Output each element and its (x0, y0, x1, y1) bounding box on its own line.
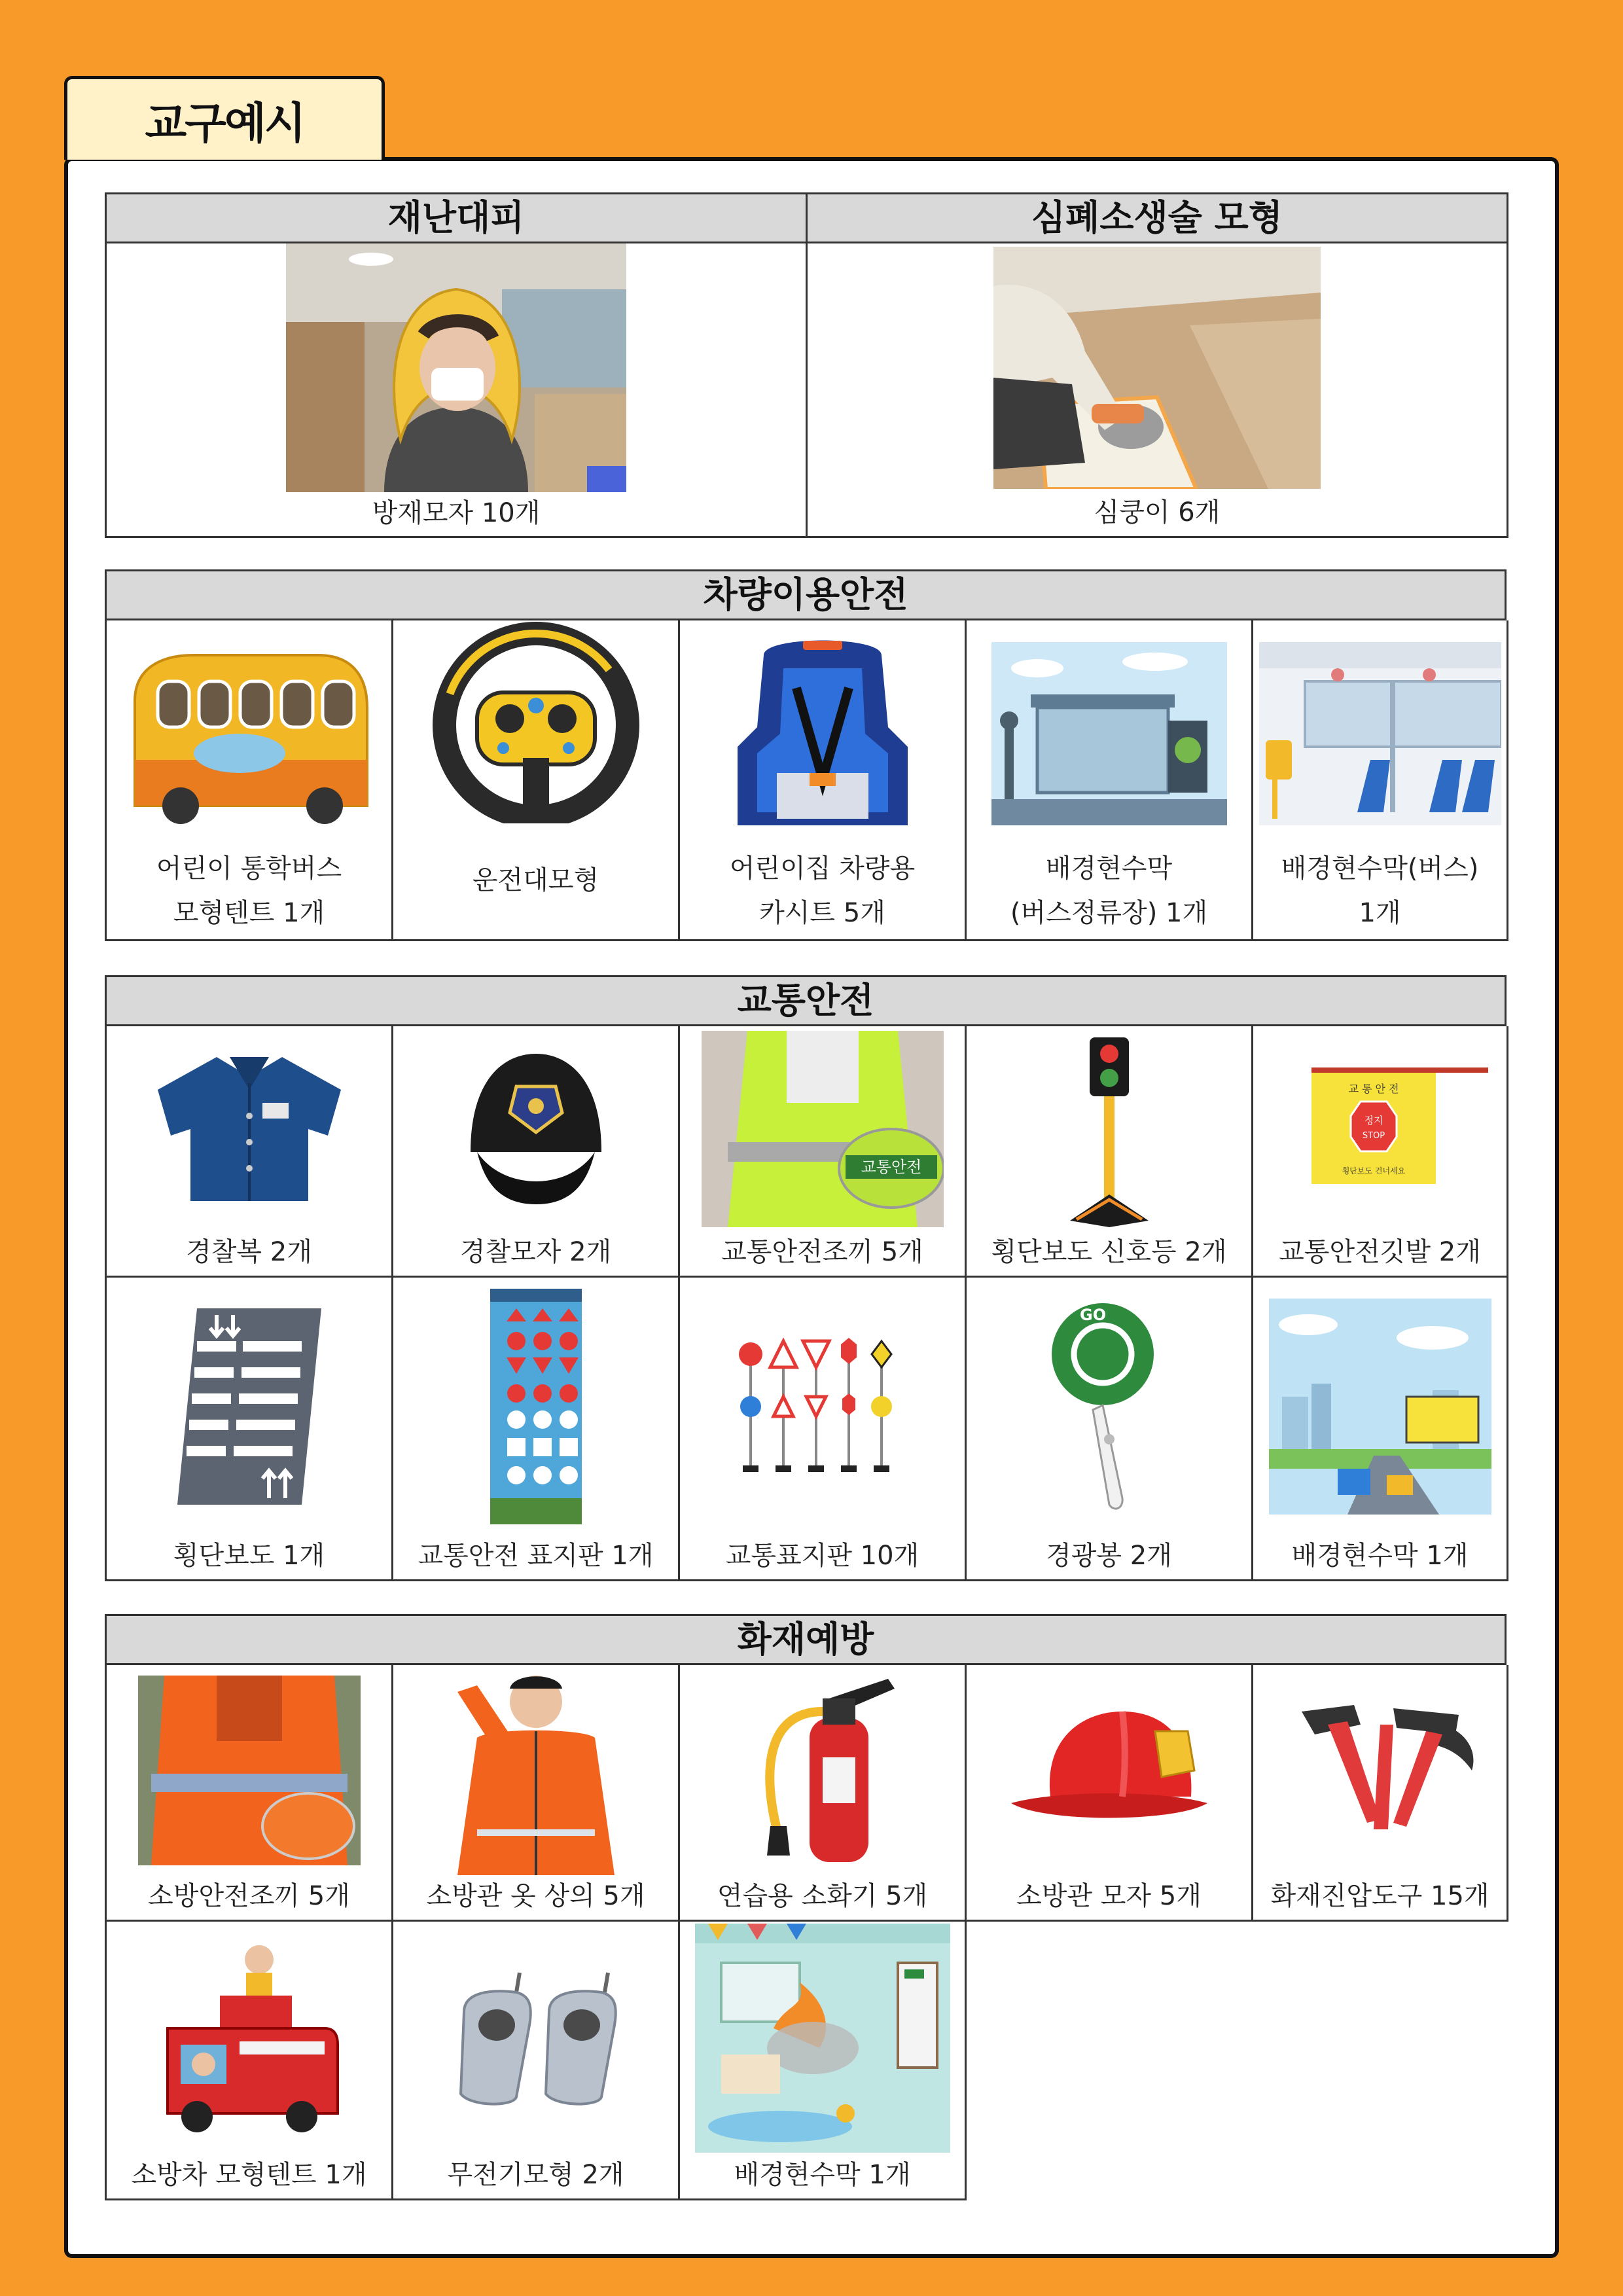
safety-flag-image (1253, 1026, 1507, 1231)
paddle-text: GO (1079, 1305, 1106, 1324)
fire-title: 화재예방 (105, 1614, 1507, 1665)
bus-banner-image (1253, 620, 1507, 846)
car-seat-caption: 어린이집 차량용 카시트 5개 (729, 853, 916, 928)
safety-vest-caption: 교통안전조끼 5개 (721, 1237, 923, 1267)
police-uniform-caption: 경찰복 2개 (186, 1237, 312, 1267)
truck-tent-caption: 소방차 모형텐트 1개 (131, 2160, 367, 2190)
disaster-hood-photo (107, 243, 806, 492)
disaster-section (105, 192, 1507, 538)
traffic-item-safety-vest (680, 1026, 967, 1278)
vehicle-item-bus-tent (107, 620, 393, 941)
radio-image (393, 1922, 678, 2154)
disaster-hood-caption: 방재모자 10개 (372, 498, 541, 528)
cpr-title: 심폐소생술 모형 (808, 192, 1508, 243)
vehicle-item-steering-wheel (393, 620, 680, 941)
traffic-item-sign-board (393, 1278, 680, 1581)
fire-tools-image (1253, 1665, 1507, 1875)
flag-bottom-text: 횡단보도 건너세요 (1342, 1166, 1405, 1175)
disaster-title: 재난대피 (107, 192, 808, 243)
sign-board-image (393, 1278, 678, 1535)
car-seat-image (680, 620, 965, 846)
room-banner-image (680, 1922, 965, 2154)
flag-sign: 정지 (1364, 1114, 1383, 1126)
police-cap-caption: 경찰모자 2개 (459, 1237, 612, 1267)
cpr-doll-caption: 심쿵이 6개 (1094, 497, 1221, 528)
truck-tent-image (107, 1922, 391, 2154)
cpr-doll-cell (808, 243, 1508, 538)
radio-caption: 무전기모형 2개 (447, 2160, 624, 2190)
vehicle-section (105, 569, 1507, 941)
fire-item-tools (1253, 1665, 1508, 1922)
vehicle-title: 차량이용안전 (105, 569, 1507, 620)
crossing-signal-image (967, 1026, 1251, 1231)
fire-item-safety-vest (107, 1665, 393, 1922)
traffic-item-road-banner (1253, 1278, 1508, 1581)
bus-tent-image (107, 620, 391, 846)
helmet-caption: 소방관 모자 5개 (1016, 1881, 1202, 1911)
extinguisher-image (680, 1665, 965, 1875)
flag-title: 교 통 안 전 (1347, 1082, 1399, 1095)
fire-item-extinguisher (680, 1665, 967, 1922)
cpr-doll-photo (808, 243, 1507, 492)
fire-vest-image (107, 1665, 391, 1875)
traffic-item-crosswalk (107, 1278, 393, 1581)
signal-paddle-caption: 경광봉 2개 (1046, 1541, 1172, 1571)
extinguisher-caption: 연습용 소화기 5개 (717, 1881, 928, 1911)
fire-tools-caption: 화재진압도구 15개 (1270, 1881, 1489, 1911)
flag-sign-en: STOP (1362, 1130, 1385, 1141)
bus-banner-caption: 배경현수막(버스) 1개 (1281, 853, 1479, 928)
vehicle-item-bus-stop-banner (967, 620, 1253, 941)
crosswalk-image (107, 1278, 391, 1535)
fire-item-room-banner (680, 1922, 967, 2200)
firefighter-jacket-caption: 소방관 옷 상의 5개 (426, 1881, 645, 1911)
traffic-section (105, 975, 1507, 1581)
traffic-signs-caption: 교통표지판 10개 (725, 1541, 919, 1571)
fire-item-firefighter-jacket (393, 1665, 680, 1922)
fire-item-helmet (967, 1665, 1253, 1922)
traffic-item-police-uniform (107, 1026, 393, 1278)
firefighter-jacket-image (393, 1665, 678, 1875)
road-banner-caption: 배경현수막 1개 (1291, 1541, 1469, 1571)
traffic-item-safety-flag (1253, 1026, 1508, 1278)
fire-vest-caption: 소방안전조끼 5개 (148, 1881, 350, 1911)
traffic-item-police-cap (393, 1026, 680, 1278)
vehicle-item-car-seat (680, 620, 967, 941)
traffic-item-crossing-signal (967, 1026, 1253, 1278)
traffic-signs-image (680, 1278, 965, 1535)
content-panel (64, 157, 1559, 2258)
bus-stop-banner-caption: 배경현수막 (버스정류장) 1개 (1010, 853, 1208, 928)
traffic-item-traffic-signs (680, 1278, 967, 1581)
signal-paddle-image (967, 1278, 1251, 1535)
crossing-signal-caption: 횡단보도 신호등 2개 (991, 1237, 1227, 1267)
traffic-item-signal-paddle (967, 1278, 1253, 1581)
fire-section (105, 1614, 1507, 2200)
safety-flag-caption: 교통안전깃발 2개 (1279, 1237, 1481, 1267)
crosswalk-caption: 횡단보도 1개 (173, 1541, 325, 1571)
police-cap-image (393, 1026, 678, 1231)
police-uniform-image (107, 1026, 391, 1231)
vest-text: 교통안전 (861, 1157, 921, 1176)
bus-stop-banner-image (967, 620, 1251, 846)
fire-item-truck-tent (107, 1922, 393, 2200)
traffic-title: 교통안전 (105, 975, 1507, 1026)
fire-item-radio (393, 1922, 680, 2200)
steering-wheel-image (393, 620, 678, 823)
helmet-image (967, 1665, 1251, 1875)
safety-vest-image (680, 1026, 965, 1231)
section-tab-label: 교구예시 (64, 76, 385, 160)
disaster-hood-cell (107, 243, 808, 538)
road-banner-image (1253, 1278, 1507, 1535)
bus-tent-caption: 어린이 통학버스 모형텐트 1개 (156, 853, 342, 928)
room-banner-caption: 배경현수막 1개 (734, 2160, 911, 2190)
vehicle-item-bus-banner (1253, 620, 1508, 941)
sign-board-caption: 교통안전 표지판 1개 (418, 1541, 654, 1571)
steering-wheel-caption: 운전대모형 (472, 865, 599, 895)
